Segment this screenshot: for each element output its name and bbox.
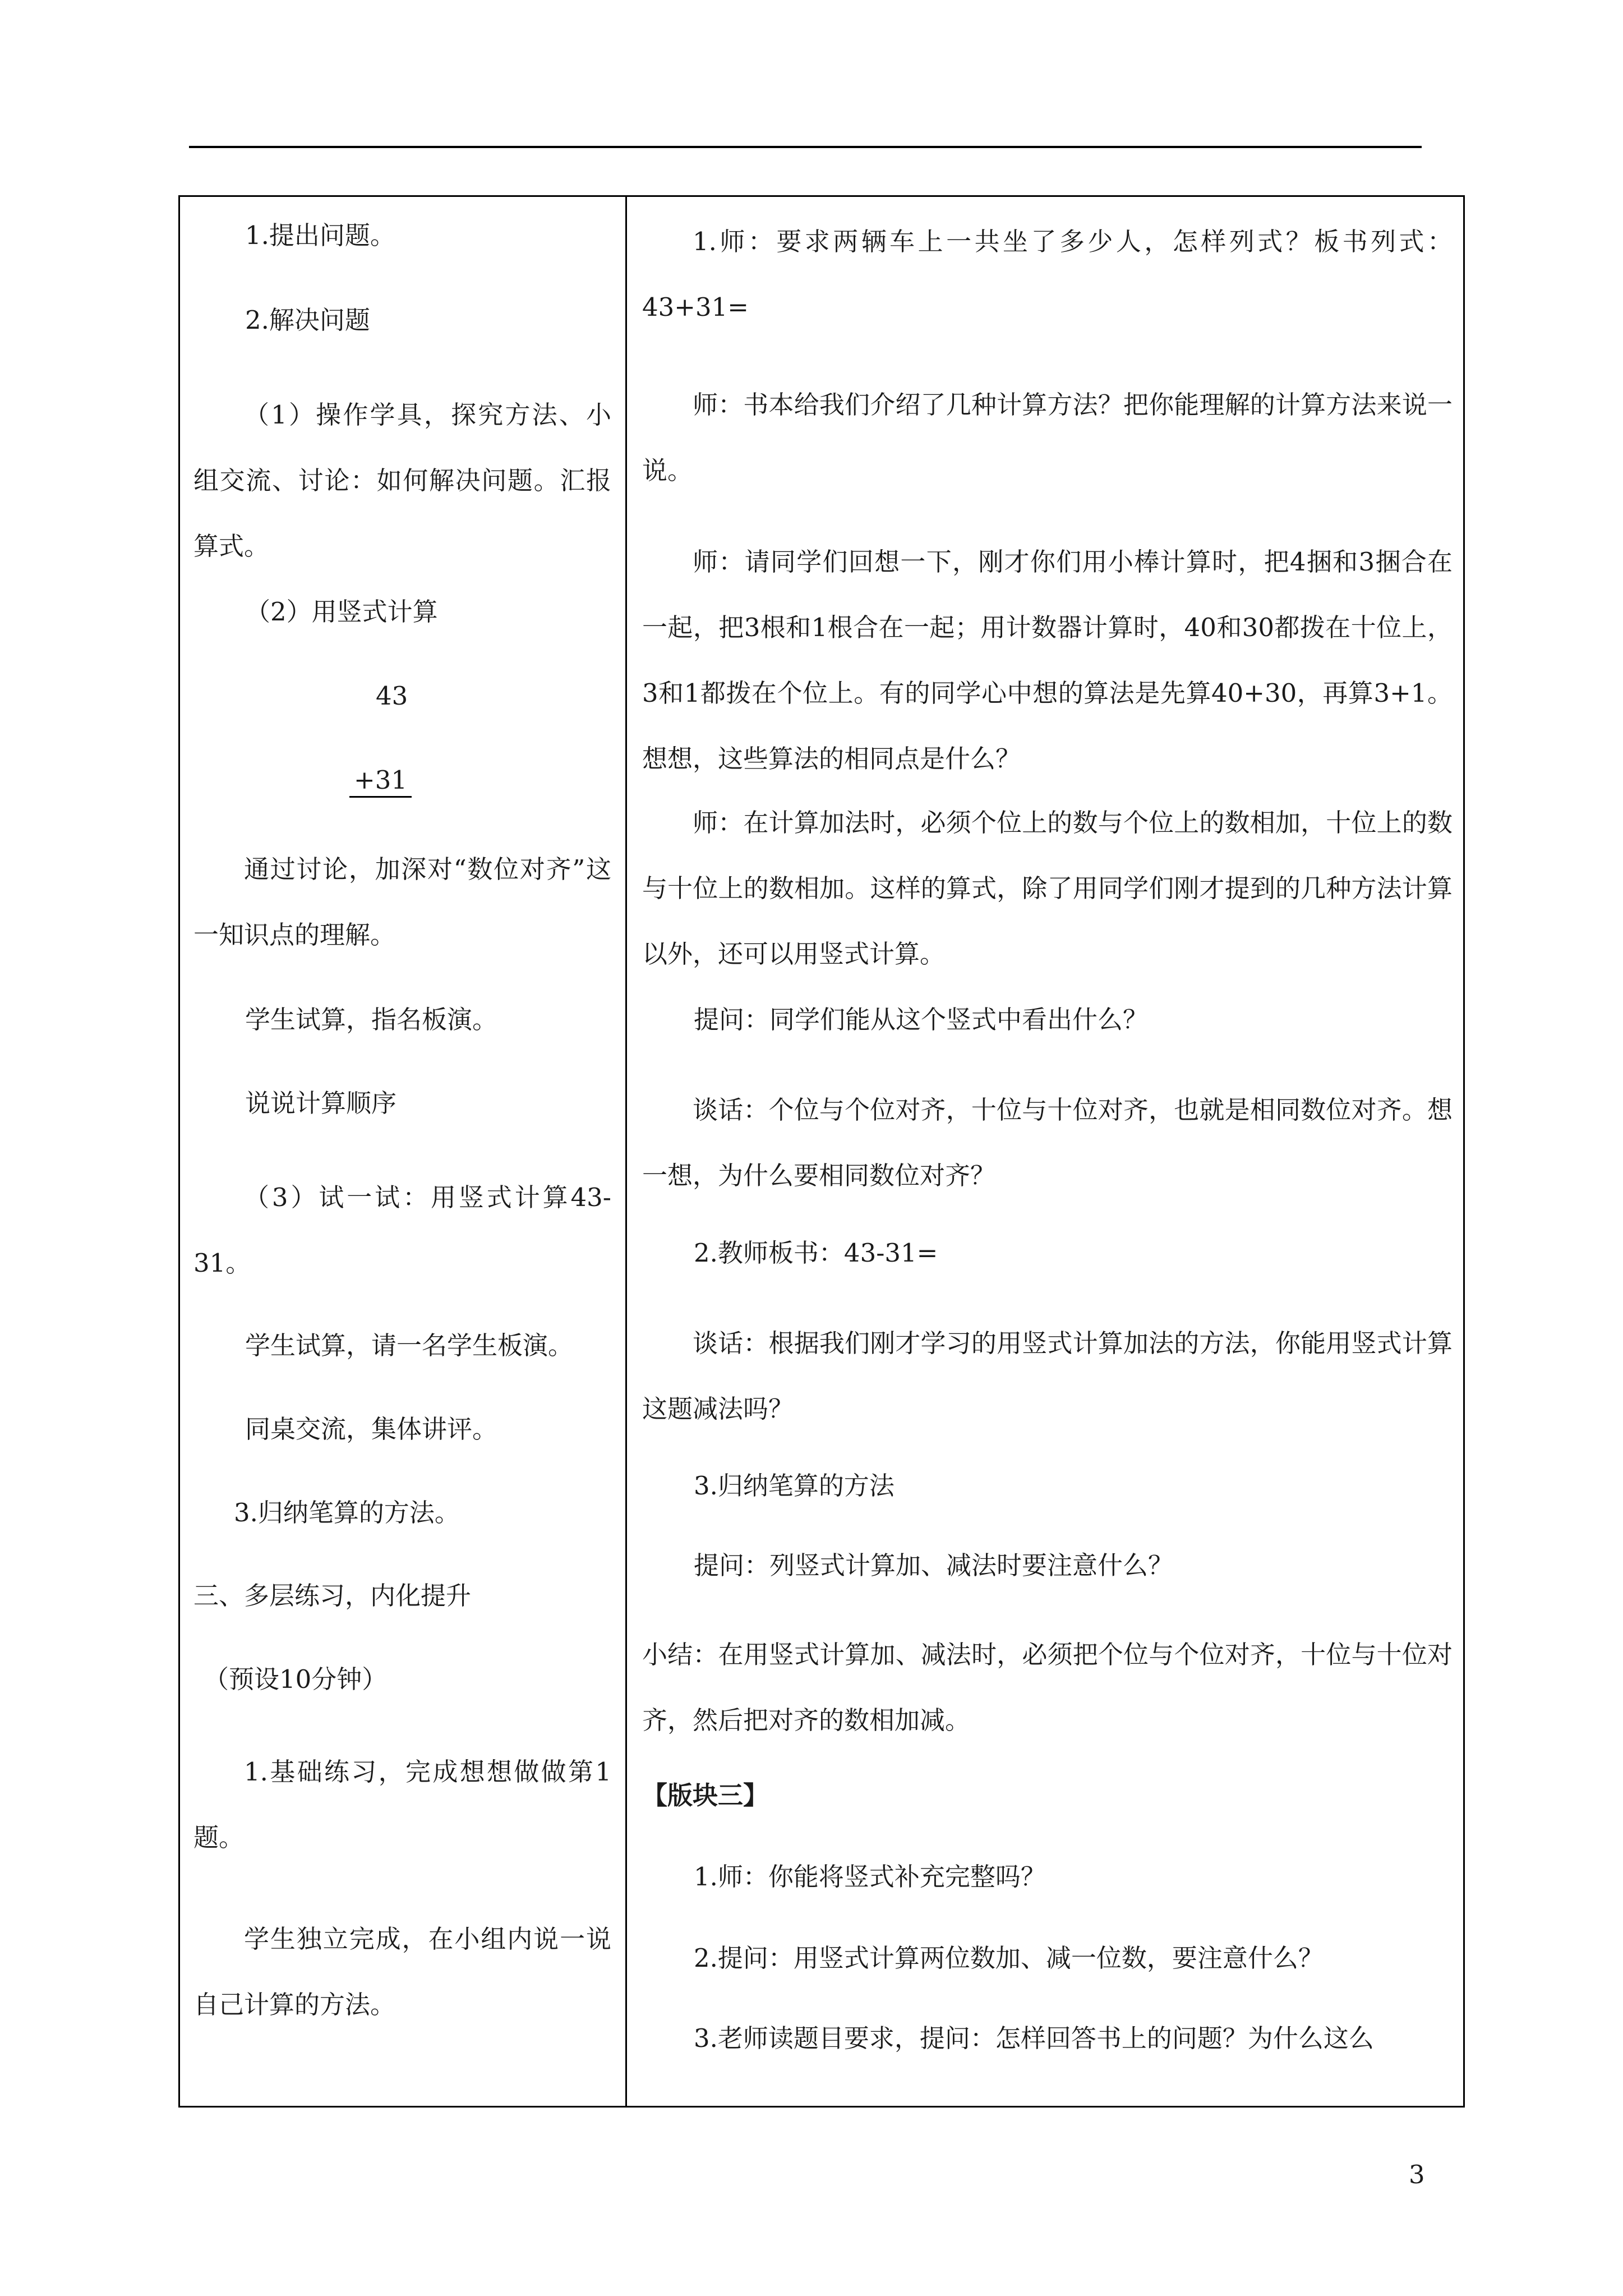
left-item-12: 3.归纳笔算的方法。 (234, 1498, 460, 1527)
right-item-10: 提问：列竖式计算加、减法时要注意什么？ (694, 1550, 1174, 1580)
right-item-7: 2.教师板书：43-31= (694, 1238, 938, 1268)
right-item-11: 小结：在用竖式计算加、减法时，必须把个位与个位对齐，十位与十位对齐，然后把对齐的数相加减。 (642, 1640, 1453, 1735)
left-item-7: 学生试算，指名板演。 (245, 1005, 498, 1034)
right-item-15: 3.老师读题目要求，提问：怎样回答书上的问题？为什么这么 (694, 2023, 1374, 2053)
vertical-calc-bottom (349, 762, 412, 799)
right-item-6: 谈话：个位与个位对齐，十位与十位对齐，也就是相同数位对齐。想一想，为什么要相同数位对齐？ (642, 1095, 1453, 1190)
right-item-5: 提问：同学们能从这个竖式中看出什么？ (694, 1005, 1149, 1034)
right-item-9: 3.归纳笔算的方法 (694, 1471, 895, 1501)
left-item-1: 1.提出问题。 (245, 220, 395, 250)
right-item-13: 1.师：你能将竖式补充完整吗？ (694, 1862, 1046, 1892)
left-item-9: （3）试一试：用竖式计算43-31。 (193, 1182, 611, 1278)
header-rule (189, 146, 1422, 148)
right-item-3: 师：请同学们回想一下，刚才你们用小棒计算时，把4捆和3捆合在一起，把3根和1根合在一起；用计数器计算时，40和30都拨在十位上，3和1都拨在个位上。有的同学心中想的算法是先算40+30，再算3+1。想想，这些算法的相同点是什么？ (642, 547, 1453, 774)
page-number: 3 (1409, 2160, 1425, 2189)
left-item-3: （1）操作学具，探究方法、小组交流、讨论：如何解决问题。汇报算式。 (193, 400, 611, 561)
left-item-6: 通过讨论，加深对“数位对齐”这一知识点的理解。 (193, 854, 611, 950)
right-item-4: 师：在计算加法时，必须个位上的数与个位上的数相加，十位上的数与十位上的数相加。这样的算式，除了用同学们刚才提到的几种方法计算以外，还可以用竖式计算。 (642, 808, 1453, 969)
vertical-calc-bottom-text: +31 (349, 765, 412, 798)
right-item-1: 1.师：要求两辆车上一共坐了多少人，怎样列式？板书列式：43+31= (642, 227, 1453, 322)
column-divider (625, 195, 627, 2108)
left-item-10: 学生试算，请一名学生板演。 (245, 1331, 574, 1360)
left-item-4: （2）用竖式计算 (245, 597, 438, 627)
vertical-calc-top: 43 (376, 681, 408, 711)
left-item-16: 学生独立完成，在小组内说一说自己计算的方法。 (193, 1924, 611, 2019)
left-item-14: （预设10分钟） (204, 1664, 388, 1694)
left-item-8: 说说计算顺序 (245, 1088, 397, 1118)
right-item-2: 师：书本给我们介绍了几种计算方法？把你能理解的计算方法来说一说。 (642, 390, 1453, 485)
section-heading-block3: 【版块三】 (642, 1780, 769, 1810)
left-item-11: 同桌交流，集体讲评。 (245, 1414, 498, 1444)
left-item-2: 2.解决问题 (245, 305, 370, 335)
left-item-15: 1.基础练习，完成想想做做第1题。 (193, 1757, 611, 1852)
right-item-8: 谈话：根据我们刚才学习的用竖式计算加法的方法，你能用竖式计算这题减法吗？ (642, 1328, 1453, 1424)
left-item-13: 三、多层练习，内化提升 (193, 1581, 472, 1611)
right-item-14: 2.提问：用竖式计算两位数加、减一位数，要注意什么？ (694, 1943, 1324, 1973)
